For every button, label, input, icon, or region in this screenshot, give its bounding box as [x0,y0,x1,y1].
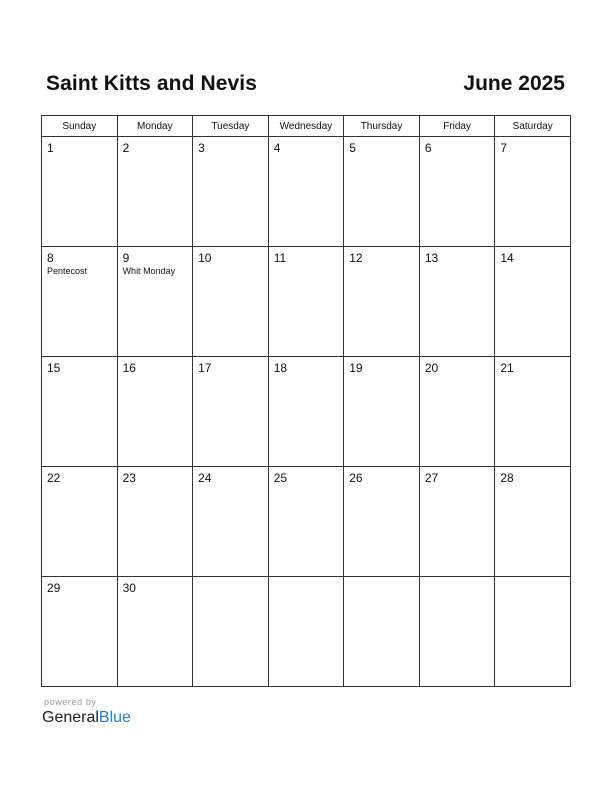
day-number: 9 [122,251,130,265]
day-number: 18 [273,361,288,375]
day-number: 24 [198,471,212,485]
day-cell [42,357,118,467]
empty-day-cell [419,577,495,687]
week-row [42,357,571,467]
day-number: 1 [47,141,54,155]
day-cell [419,357,495,467]
day-cell [117,357,193,467]
day-cell [42,247,118,357]
day-number: 13 [424,251,439,265]
week-row [42,137,571,247]
day-cell [344,357,420,467]
weekday-header-saturday: Saturday [495,116,571,137]
day-number: 25 [273,471,288,485]
calendar-country-title: Saint Kitts and Nevis [46,72,257,95]
day-number: 27 [424,471,439,485]
weekday-header-row [42,116,571,137]
calendar-month-title: June 2025 [463,72,565,95]
powered-by-label: powered by [44,697,97,707]
day-number: 30 [122,581,136,595]
day-number: 26 [349,471,363,485]
day-number [344,577,419,581]
day-number: 15 [47,361,61,375]
day-cell [193,357,269,467]
day-cell [344,467,420,577]
day-cell [268,467,344,577]
weekday-header-sunday: Sunday [42,116,118,137]
day-number: 5 [349,141,356,155]
day-cell [193,247,269,357]
day-cell [344,247,420,357]
day-cell [268,247,344,357]
day-cell [193,137,269,247]
day-cell [268,357,344,467]
day-cell [495,467,571,577]
week-row [42,577,571,687]
week-row [42,247,571,357]
empty-day-cell [344,577,420,687]
empty-day-cell [268,577,344,687]
weekday-header-monday: Monday [117,116,193,137]
day-cell [117,467,193,577]
day-cell [268,137,344,247]
generalblue-logo[interactable] [42,709,131,727]
weekday-header-friday: Friday [419,116,495,137]
day-number [420,577,495,581]
day-cell [42,137,118,247]
day-number: 23 [122,471,136,485]
holiday-label: Whit Monday [122,266,176,276]
day-cell [117,247,193,357]
day-number: 4 [273,141,281,155]
day-cell [495,247,571,357]
brand-general-text: General [42,709,99,726]
day-cell [419,137,495,247]
day-number: 6 [424,141,432,155]
day-number: 20 [424,361,439,375]
day-cell [419,247,495,357]
day-cell [117,137,193,247]
day-cell [344,137,420,247]
empty-day-cell [193,577,269,687]
day-number [269,577,344,581]
day-cell [117,577,193,687]
day-number: 28 [500,471,514,485]
brand-blue-text: Blue [98,709,131,726]
calendar-grid [41,115,571,687]
day-number: 11 [273,251,287,265]
empty-day-cell [495,577,571,687]
holiday-label: Pentecost [47,266,88,276]
day-cell [42,467,118,577]
weekday-header-tuesday: Tuesday [193,116,269,137]
day-number: 17 [198,361,212,375]
day-number: 16 [122,361,136,375]
day-number: 2 [122,141,130,155]
calendar-body [42,137,571,687]
day-number: 3 [198,141,205,155]
day-number: 14 [500,251,514,265]
day-number: 8 [47,251,54,265]
day-cell [419,467,495,577]
day-number: 22 [47,471,61,485]
day-number: 10 [198,251,212,265]
day-number [193,577,268,581]
day-cell [495,357,571,467]
day-number: 29 [47,581,61,595]
weekday-header-thursday: Thursday [344,116,420,137]
day-number: 21 [500,361,514,375]
day-cell [193,467,269,577]
day-cell [495,137,571,247]
day-number: 19 [349,361,363,375]
day-cell [42,577,118,687]
weekday-header-wednesday: Wednesday [268,116,344,137]
day-number [495,577,570,581]
day-number: 7 [500,141,508,155]
week-row [42,467,571,577]
day-number: 12 [349,251,363,265]
